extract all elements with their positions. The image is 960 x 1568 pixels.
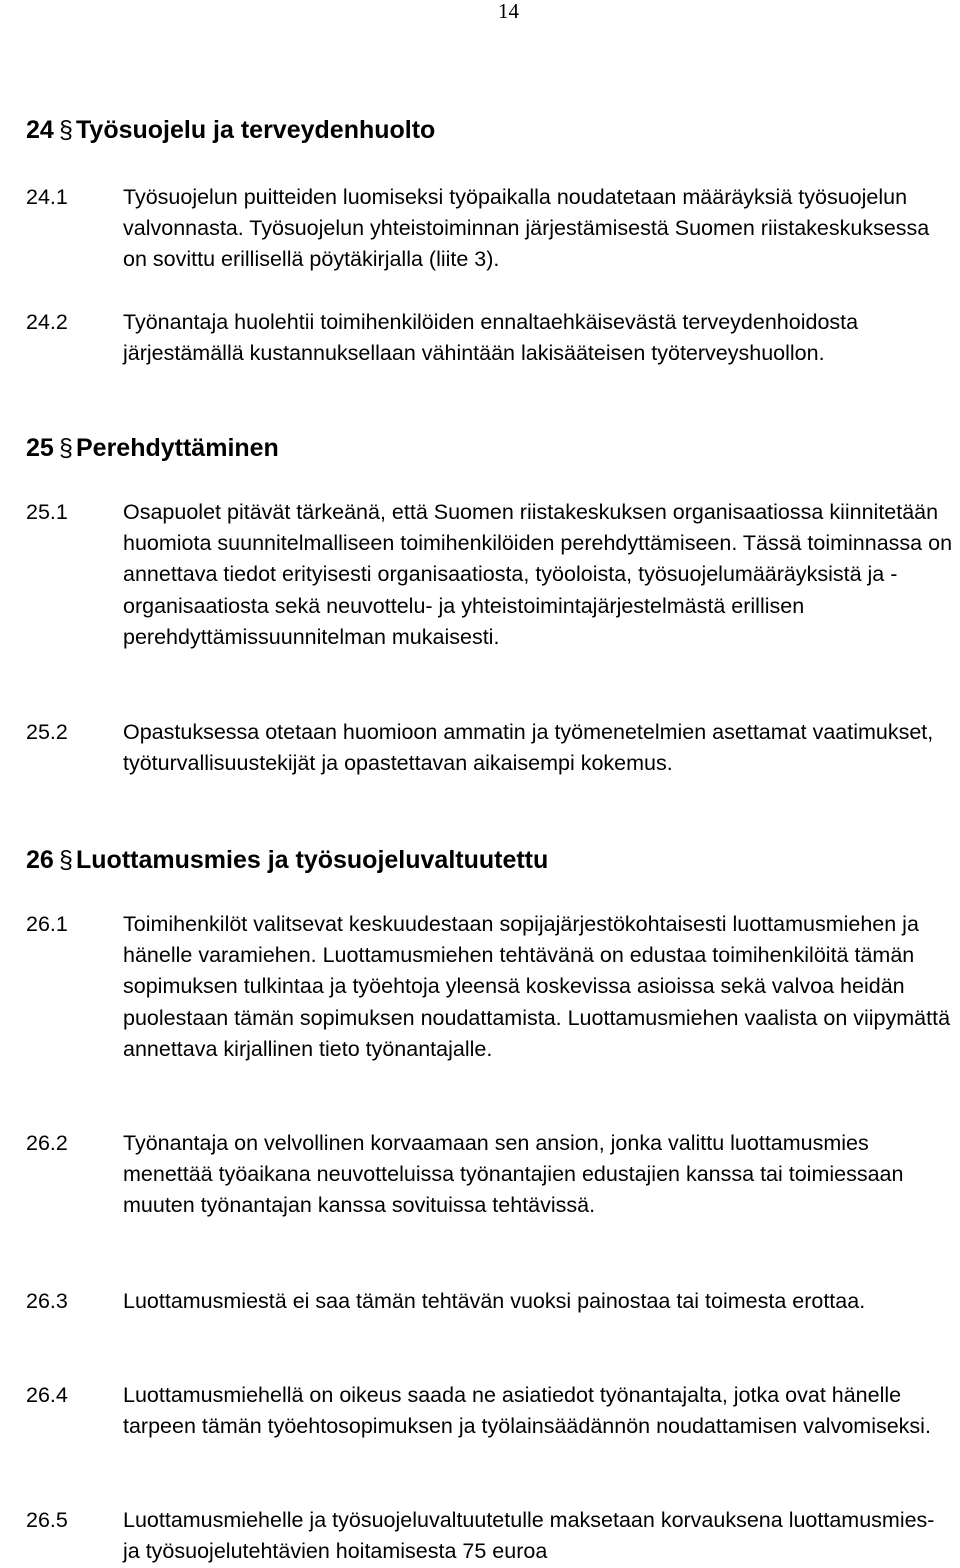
paragraph-26-5 [26,1505,954,1567]
paragraph-25-1 [26,497,954,653]
page-number: 14 [498,0,519,23]
section-heading-25 [26,433,279,463]
paragraph-text: Luottamusmiehellä on oikeus saada ne asiatiedot työnantajalta, jotka ovat hänelle tarpeen tämän työehtosopimuksen ja työlainsäädännön noudattamisen valvomiseksi. [123,1383,931,1439]
section-number: 24 [26,116,54,144]
paragraph-26-2 [26,1128,954,1222]
section-heading-26 [26,845,548,875]
paragraph-text: Työnantaja on velvollinen korvaamaan sen ansion, jonka valittu luottamusmies menettää työaikana neuvotteluissa työnantajien edustajien kanssa tai toimiessaan muuten työnantajan kanssa sovituissa tehtävissä. [123,1131,904,1218]
paragraph-24-2 [26,307,954,369]
paragraph-26-3 [26,1286,954,1317]
paragraph-number: 24.1 [26,185,68,209]
paragraph-text: Työsuojelun puitteiden luomiseksi työpaikalla noudatetaan määräyksiä työsuojelun valvonnasta. Työsuojelun yhteistoiminnan järjestämisestä Suomen riistakeskuksessa on sovittu erillisellä pöytäkirjalla (liite 3). [123,185,930,272]
section-heading-24 [26,115,435,145]
paragraph-text: Toimihenkilöt valitsevat keskuudestaan sopijajärjestökohtaisesti luottamusmiehen ja hänelle varamiehen. Luottamusmiehen tehtävänä on edustaa toimihenkilöitä tämän sopimuksen tulkintaa ja työehtoja yleensä koskevissa asioissa sekä valvoa heidän puolestaan tämän sopimuksen noudattamista. Luottamusmiehen vaalista on viipymättä annettava kirjallinen tieto työnantajalle. [123,912,951,1061]
paragraph-text: Luottamusmiehelle ja työsuojeluvaltuutetulle maksetaan korvauksena luottamusmies- ja työsuojelutehtävien hoitamisesta 75 euroa [123,1508,935,1564]
section-symbol: § [59,116,73,144]
paragraph-number: 25.1 [26,500,68,524]
section-symbol: § [59,434,73,462]
paragraph-number: 26.5 [26,1508,68,1532]
paragraph-26-4 [26,1380,954,1442]
paragraph-number: 26.1 [26,912,68,936]
section-title: Työsuojelu ja terveydenhuolto [76,116,436,144]
paragraph-number: 25.2 [26,720,68,744]
paragraph-text: Luottamusmiestä ei saa tämän tehtävän vuoksi painostaa tai toimesta erottaa. [123,1289,866,1313]
paragraph-text: Opastuksessa otetaan huomioon ammatin ja työmenetelmien asettamat vaatimukset, työturvallisuustekijät ja opastettavan aikaisempi kokemus. [123,720,934,776]
section-symbol: § [59,846,73,874]
paragraph-number: 26.4 [26,1383,68,1407]
paragraph-25-2 [26,717,954,779]
paragraph-number: 24.2 [26,310,68,334]
paragraph-26-1 [26,909,954,1065]
section-number: 25 [26,434,54,462]
paragraph-number: 26.3 [26,1289,68,1313]
section-title: Perehdyttäminen [76,434,279,462]
section-number: 26 [26,846,54,874]
paragraph-text: Osapuolet pitävät tärkeänä, että Suomen riistakeskuksen organisaatiossa kiinnitetään huomiota suunnitelmalliseen toimihenkilöiden perehdyttämiseen. Tässä toiminnassa on annettava tiedot erityisesti organisaatiosta, työoloista, työsuojelumääräyksistä ja -organisaatiosta sekä neuvottelu- ja yhteistoimintajärjestelmästä erillisen perehdyttämissuunnitelman mukaisesti. [123,500,953,649]
paragraph-24-1 [26,182,954,276]
section-title: Luottamusmies ja työsuojeluvaltuutettu [76,846,549,874]
paragraph-number: 26.2 [26,1131,68,1155]
paragraph-text: Työnantaja huolehtii toimihenkilöiden ennaltaehkäisevästä terveydenhoidosta järjestämällä kustannuksellaan vähintään lakisääteisen työterveyshuollon. [123,310,859,366]
